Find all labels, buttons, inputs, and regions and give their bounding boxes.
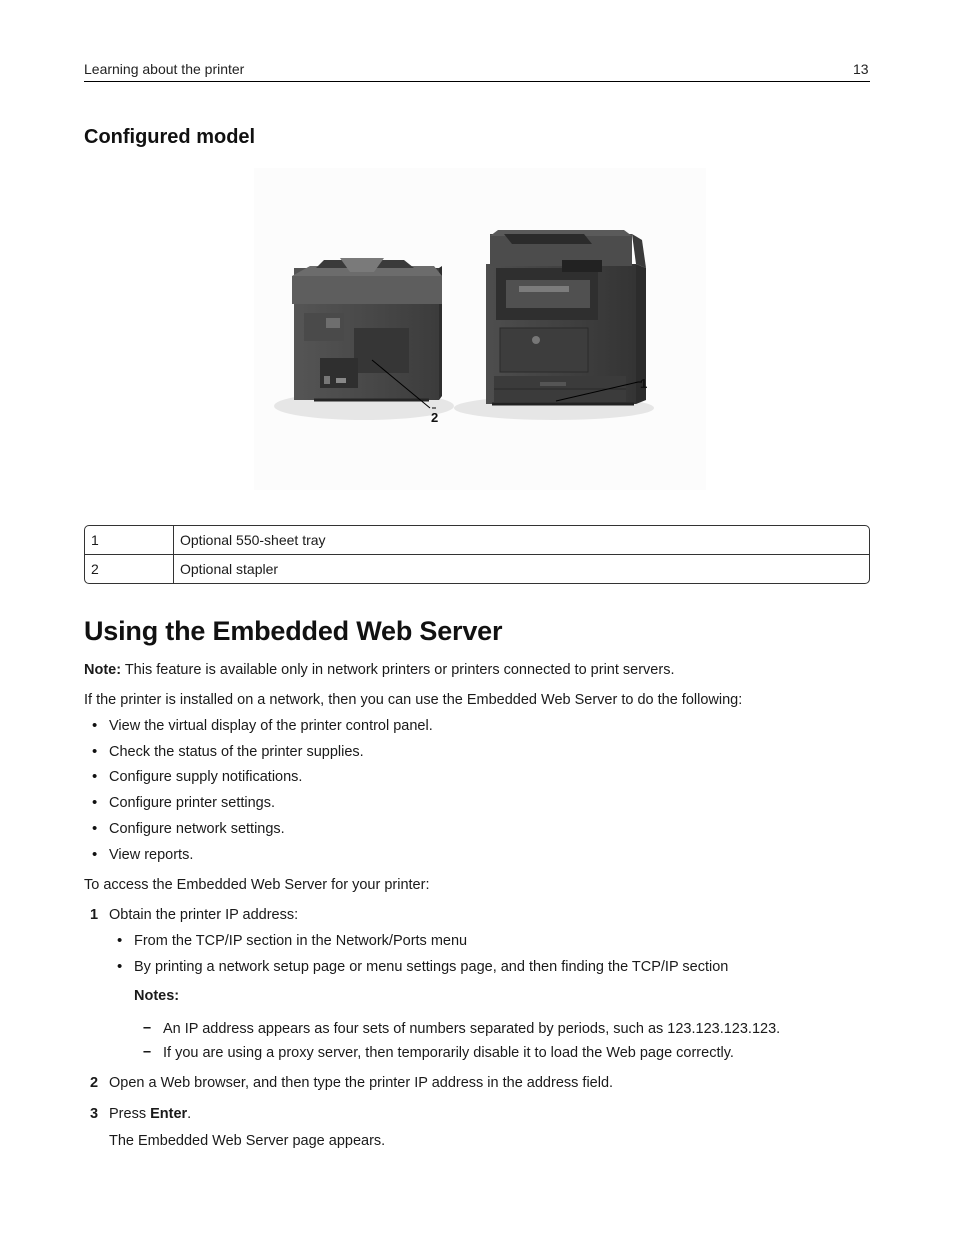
intro-paragraph: If the printer is installed on a network, then you can use the Embedded Web Server to do the following: (84, 692, 743, 708)
printer-front-view (486, 230, 646, 404)
printer-figure (254, 168, 706, 490)
table-row (85, 555, 869, 583)
table-row (85, 526, 869, 555)
note-item: – An IP address appears as four sets of numbers separated by periods, such as 123.123.123.123. (163, 1021, 780, 1037)
step-text-after: . (187, 1106, 192, 1122)
note-paragraph (84, 662, 674, 678)
note-text: This feature is available only in network printers or printers connected to print servers. (121, 662, 675, 678)
callout-label-1: 1 (640, 376, 648, 391)
table-cell-number: 1 (85, 526, 174, 555)
list-item: • View the virtual display of the printer control panel. (109, 718, 433, 734)
enter-key-label: Enter (150, 1106, 188, 1122)
printer-rear-view (292, 258, 442, 400)
table-cell-description: Optional stapler (180, 561, 279, 577)
note-item: – If you are using a proxy server, then temporarily disable it to load the Web page correctly. (163, 1045, 734, 1061)
note-label: Note: (84, 662, 122, 678)
running-header-section: Learning about the printer (84, 61, 245, 77)
step-text: Open a Web browser, and then type the printer IP address in the address field. (109, 1075, 614, 1091)
notes-label: Notes: (134, 988, 180, 1004)
list-item: • Configure printer settings. (109, 795, 275, 811)
page-number: 13 (853, 61, 869, 77)
step-number: 2 (90, 1075, 99, 1091)
access-intro: To access the Embedded Web Server for your printer: (84, 877, 430, 893)
step-text (109, 1106, 191, 1122)
list-item: • Check the status of the printer supplies. (109, 744, 364, 760)
callout-label-2: 2 (431, 410, 439, 425)
step-result: The Embedded Web Server page appears. (109, 1133, 386, 1149)
list-item: • Configure supply notifications. (109, 769, 302, 785)
step-text-before: Press (109, 1106, 151, 1122)
header-rule (84, 81, 870, 82)
printer-illustration (254, 168, 706, 490)
step-number: 3 (90, 1106, 99, 1122)
page-title: Using the Embedded Web Server (84, 616, 503, 646)
table-cell-number: 2 (85, 555, 174, 583)
list-item: • View reports. (109, 847, 193, 863)
section-heading-configured-model: Configured model (84, 126, 256, 148)
table-cell-description: Optional 550-sheet tray (174, 526, 869, 555)
step-number: 1 (90, 907, 99, 923)
callout-table (84, 525, 870, 584)
list-item: • By printing a network setup page or menu settings page, and then finding the TCP/IP section (134, 959, 728, 975)
list-item: • Configure network settings. (109, 821, 285, 837)
list-item: • From the TCP/IP section in the Network/Ports menu (134, 933, 467, 949)
step-text: Obtain the printer IP address: (109, 907, 299, 923)
